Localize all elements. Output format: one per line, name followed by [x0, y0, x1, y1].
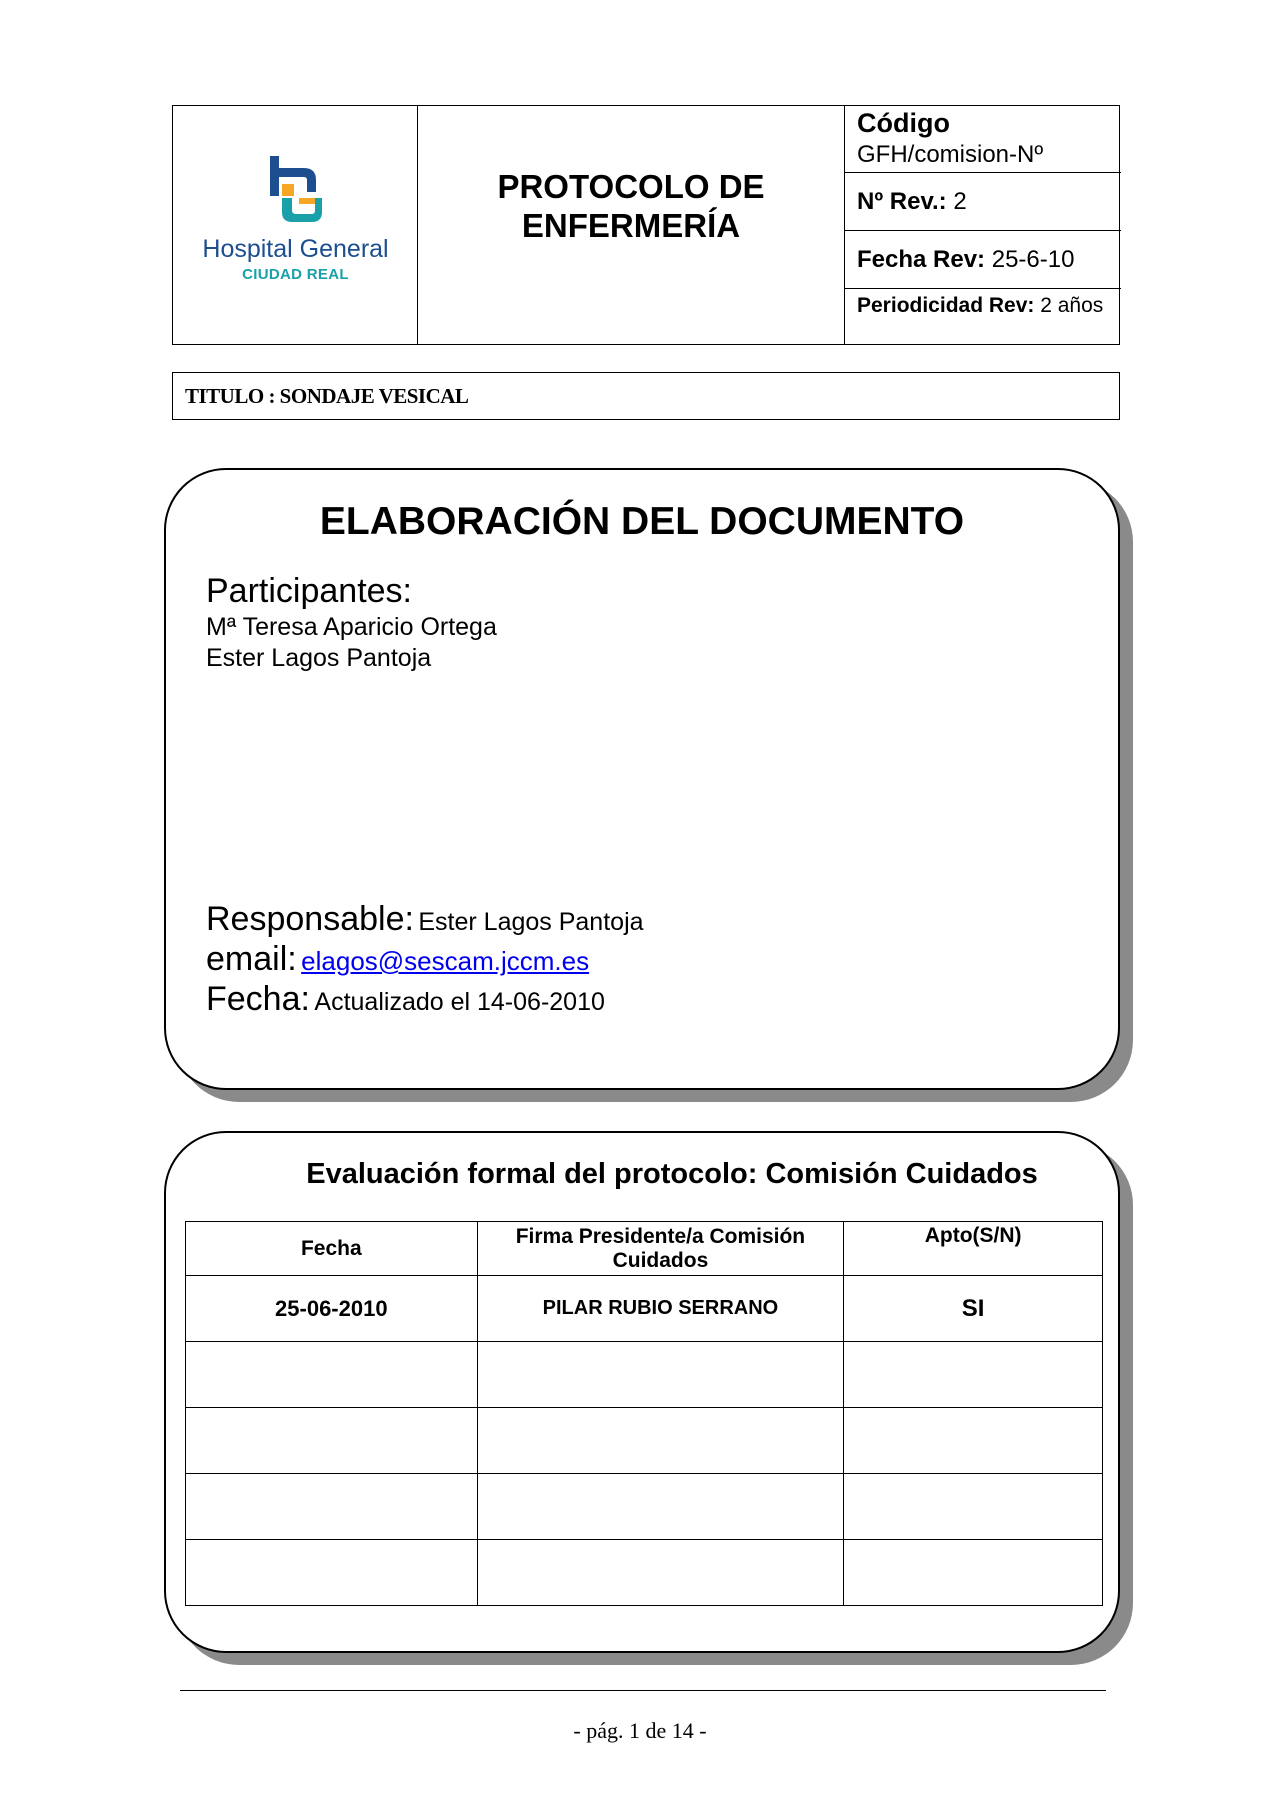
fecha-value: Actualizado el 14-06-2010 [314, 988, 605, 1016]
email-label: email: [206, 940, 297, 978]
cell-firma [477, 1408, 844, 1474]
cell-fecha [186, 1408, 478, 1474]
revision-label: Nº Rev.: [857, 187, 947, 215]
hospital-logo-icon [268, 154, 324, 224]
header-firma: Firma Presidente/a Comisión Cuidados [477, 1222, 844, 1276]
cell-fecha [186, 1474, 478, 1540]
codigo-cell [845, 106, 1121, 173]
table-row [186, 1276, 1103, 1342]
table-row [186, 1408, 1103, 1474]
header-fecha: Fecha [186, 1222, 478, 1276]
cell-firma [477, 1342, 844, 1408]
responsable-label: Responsable: [206, 900, 414, 938]
codigo-label: Código [857, 108, 950, 138]
table-header-row [186, 1222, 1103, 1276]
elaboracion-title: ELABORACIÓN DEL DOCUMENTO [319, 500, 965, 543]
fecha-label: Fecha: [206, 980, 310, 1018]
elaboracion-box [164, 468, 1120, 1090]
participante-2: Ester Lagos Pantoja [206, 644, 432, 672]
cell-apto [844, 1540, 1103, 1606]
cell-firma: PILAR RUBIO SERRANO [477, 1276, 844, 1342]
header-apto: Apto(S/N) [844, 1222, 1103, 1276]
table-row [186, 1540, 1103, 1606]
periodicidad-cell [845, 289, 1121, 346]
periodicidad-value: 2 años [1040, 294, 1104, 317]
cell-fecha: 25-06-2010 [186, 1276, 478, 1342]
page-number: - pág. 1 de 14 - [573, 1718, 707, 1743]
cell-apto [844, 1474, 1103, 1540]
protocol-title-line1: PROTOCOLO DE [497, 168, 765, 205]
cell-apto: SI [844, 1276, 1103, 1342]
cell-apto [844, 1408, 1103, 1474]
participante-1: Mª Teresa Aparicio Ortega [206, 613, 497, 641]
email-line [206, 940, 589, 979]
fecha-rev-label: Fecha Rev: [857, 245, 986, 273]
responsable-value: Ester Lagos Pantoja [418, 908, 644, 936]
protocol-title [497, 167, 764, 245]
codigo-value: GFH/comision-Nº [857, 141, 1044, 168]
evaluacion-box [164, 1131, 1120, 1653]
fecha-line [206, 980, 605, 1019]
table-row [186, 1474, 1103, 1540]
logo-name: Hospital General [202, 235, 389, 263]
cell-fecha [186, 1540, 478, 1606]
fecha-rev-value: 25-6-10 [991, 245, 1075, 273]
table-row [186, 1342, 1103, 1408]
cell-fecha [186, 1342, 478, 1408]
cell-firma [477, 1540, 844, 1606]
participantes-label: Participantes: [206, 572, 412, 610]
revision-value: 2 [953, 187, 967, 215]
cell-firma [477, 1474, 844, 1540]
document-titulo: TITULO : SONDAJE VESICAL [172, 372, 1120, 420]
responsable-line [206, 900, 644, 939]
email-link[interactable]: elagos@sescam.jccm.es [301, 946, 590, 976]
evaluacion-table [185, 1221, 1103, 1606]
document-header [172, 105, 1120, 345]
periodicidad-label: Periodicidad Rev: [857, 294, 1035, 317]
logo-cell [173, 106, 418, 344]
footer-divider [180, 1690, 1106, 1691]
protocol-title-line2: ENFERMERÍA [521, 207, 741, 244]
protocol-title-cell [418, 106, 845, 344]
cell-apto [844, 1342, 1103, 1408]
logo-subtitle: CIUDAD REAL [242, 266, 349, 283]
evaluacion-title: Evaluación formal del protocolo: Comisión Cuidados [306, 1158, 1038, 1190]
revision-cell [845, 173, 1121, 231]
fecha-rev-cell [845, 231, 1121, 289]
